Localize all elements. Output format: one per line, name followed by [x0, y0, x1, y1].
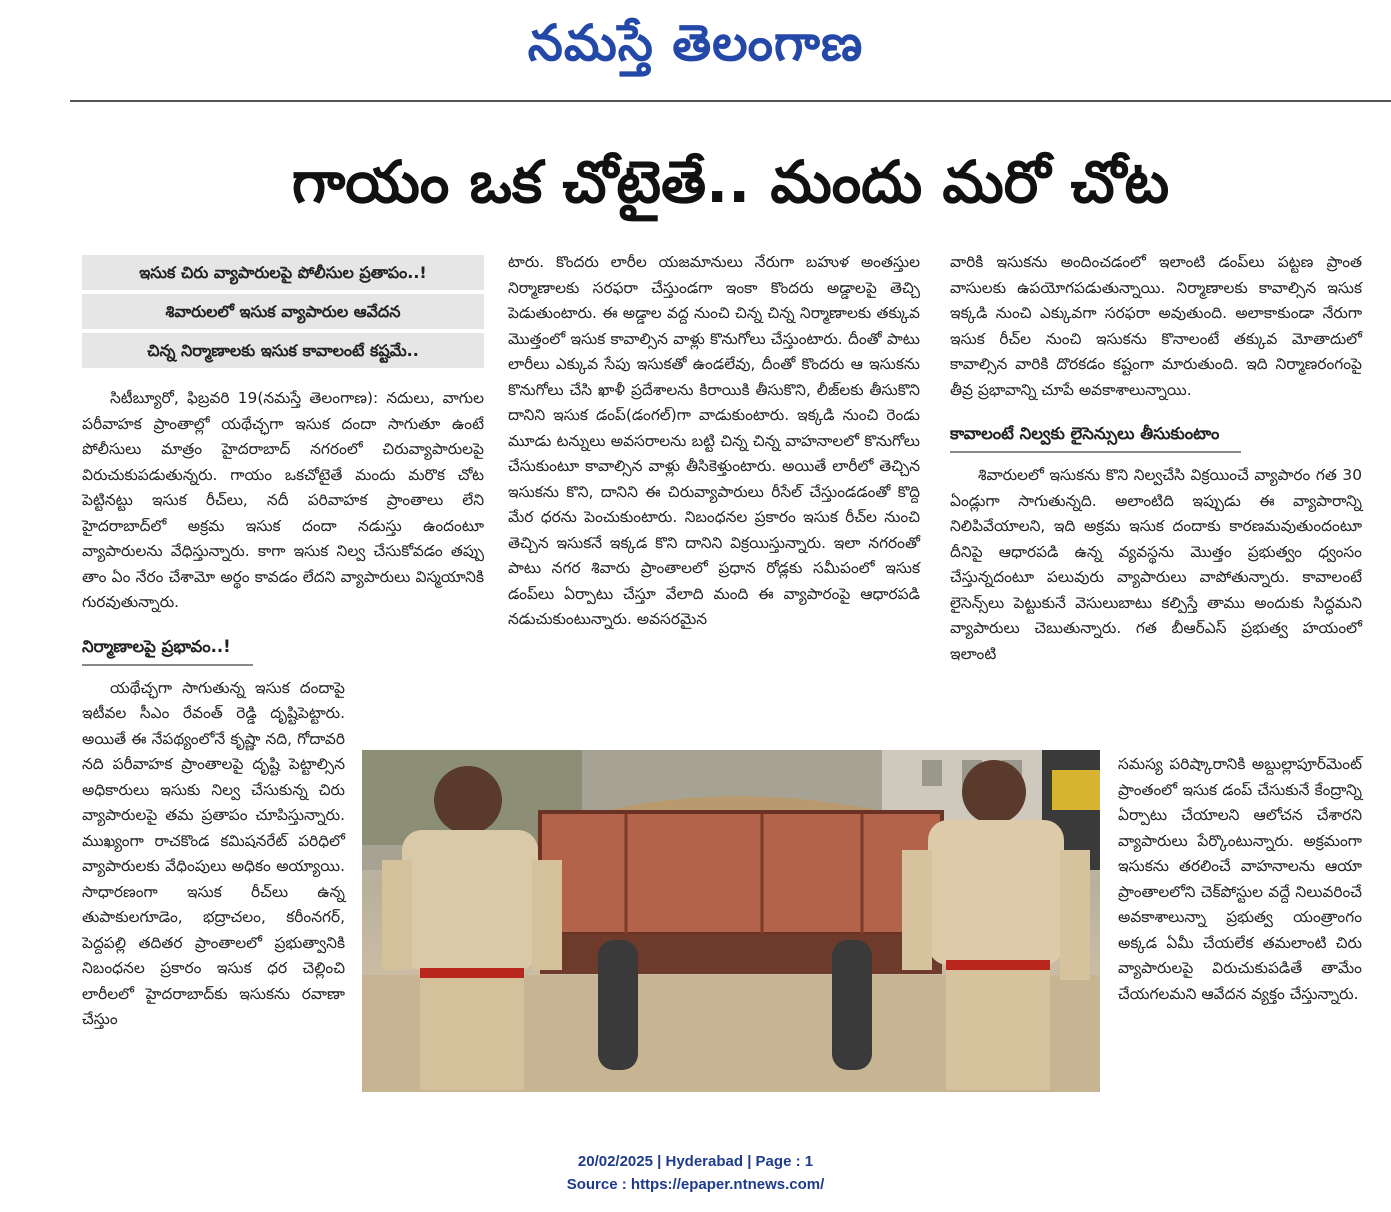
column-1-body-wrap	[82, 676, 345, 1033]
article-deck	[82, 255, 484, 368]
article-lead-paragraph: సిటీబ్యూరో, ఫిబ్రవరి 19(నమస్తే తెలంగాణ): నదులు, వాగుల పరీవాహక ప్రాంతాల్లో యథేచ్ఛగా ఇసుక దందా సాగుతూ ఉంటే పోలీసులు మాత్రం హైదరాబాద్ నగరంలో చిరువ్యాపారులపై విరుచుకుపడుతున్నరు. గాయం ఒకచోటైతే మందు మరొక చోట పెట్టినట్టు ఇసుక రీచ్‌లు, నదీ పరివాహక ప్రాంతాలు లేని హైదరాబాద్‌లో అక్రమ ఇసుక దందా నడుస్తు ఉందంటూ వ్యాపారులను వేధిస్తున్నారు. కాగా ఇసుక నిల్వ చేసుకోవడం తప్పు తాం ఏం నేరం చేశామో అర్థం కావడం లేదని వ్యాపారులు విస్మయానికి గురవుతున్నారు.	[82, 389, 484, 611]
column-3-body-paragraph: వారికి ఇసుకను అందించడంలో ఇలాంటి డంప్‌లు పట్టణ ప్రాంత వాసులకు ఉపయోగపడుతున్నాయి. నిర్మాణాలకు కావాల్సిన ఇసుక ఇక్కడి నుంచి ఎక్కువగా సరఫరా అవుతుంది. అలాకాకుండా నేరుగా ఇసుక రీచ్‌ల నుంచి ఇసుకను కొనాలంటే తక్కువ మోతాదులో కావాల్సిన వారికి దొరకడం కష్టంగా మారుతుంది. ఇది నిర్మాణరంగంపై తీవ్ర ప్రభావాన్ని చూపే అవకాశాలున్నాయి.	[950, 253, 1362, 399]
column-1-body-paragraph: యథేచ్ఛగా సాగుతున్న ఇసుక దందాపై ఇటీవల సీఎం రేవంత్ రెడ్డి దృష్టిపెట్టారు. అయితే ఈ నేపథ్యంలోనే కృష్ణా నది, గోదావరి నది పరీవాహక ప్రాంతాలపై దృష్టి పెట్టాల్సిన అధికారులు ఇసుకు నిల్వ చేసుకున్న చిరు వ్యాపారులపై తమ ప్రతాపం చూపిస్తున్నారు. ముఖ్యంగా రాచకొండ కమిషనరేట్ పరిధిలో వ్యాపారులకు వేధింపులు అధికం అయ్యాయి. సాధారణంగా ఇసుక రీచ్‌లు ఉన్న తుపాకులగూడెం, భద్రాచలం, కరీంనగర్, పెద్దపల్లి తదితర ప్రాంతాలలో ప్రభుత్వానికి నిబంధనల ప్రకారం ఇసుక ధర చెల్లించి లారీలలో హైదరాబాద్‌కు ఇసుకను రవాణా చేస్తుం	[82, 678, 345, 1028]
section-subhead-licenses: కావాలంటే నిల్వకు లైసెన్సులు తీసుకుంటాం	[950, 417, 1241, 453]
article-headline: గాయం ఒక చోటైతే.. మందు మరో చోట	[291, 148, 1170, 216]
footer-date-edition-page: 20/02/2025 | Hyderabad | Page : 1	[577, 1153, 814, 1170]
deck-line-1: ఇసుక చిరు వ్యాపారులపై పోలీసుల ప్రతాపం..!	[82, 255, 484, 290]
photo-illustration	[362, 750, 1100, 1092]
masthead-rule	[70, 100, 1391, 102]
column-3-body-paragraph-3: సమస్య పరిష్కారానికి అబ్దుల్లాపూర్‌మెంట్ ప్రాంతంలో ఇసుక డంప్ చేసుకునే కేంద్రాన్ని ఏర్పాటు చేయాలని ఆలోచన చేశారని వ్యాపారులు పేర్కొంటున్నారు. అక్రమంగా ఇసుకను తరలించే వాహనాలను ఆయా ప్రాంతాలలోని చెక్‌పోస్టుల వద్దే నిలువరించే అవకాశాలున్నా ప్రభుత్వ యంత్రాంగం అక్కడ ఏమీ చేయలేక తమలాంటి చిరు వ్యాపారులపై విరుచుకుపడితే తామేం చేయగలమని ఆవేదన వ్యక్తం చేస్తున్నారు.	[1118, 755, 1362, 1003]
page-footer	[0, 1150, 1391, 1196]
footer-source-link[interactable]: Source : https://epaper.ntnews.com/	[566, 1176, 825, 1193]
deck-line-2: శివారులలో ఇసుక వ్యాపారుల ఆవేదన	[82, 294, 484, 329]
column-3-body-paragraph-2: శివారులలో ఇసుకను కొని నిల్వచేసి విక్రయించే వ్యాపారం గత 30 ఏండ్లుగా సాగుతున్నది. అలాంటిది ఇప్పుడు ఈ వ్యాపారాన్ని నిలిపివేయాలని, ఇది అక్రమ ఇసుక దందాకు కారణమవుతుందంటూ దీనిపై ఆధారపడి ఉన్న వ్యవస్థను మొత్తం ప్రభుత్వం ధ్వంసం చేస్తున్నదంటూ పలువురు వ్యాపారులు వాపోతున్నారు. కావాలంటే లైసెన్స్‌లు పెట్టుకునే వెసులుబాటు కల్పిస్తే తాము అందుకు సిద్ధమని వ్యాపారులు చెబుతున్నారు. గత బీఆర్ఎస్ ప్రభుత్వ హయంలో ఇలాంటి	[950, 466, 1362, 663]
article-column-3-top	[950, 250, 1362, 740]
article-column-2	[508, 250, 920, 740]
newspaper-masthead: నమస్తే తెలంగాణ	[527, 14, 864, 72]
news-photo-police-sand-trailer	[362, 750, 1100, 1092]
deck-line-3: చిన్న నిర్మాణాలకు ఇసుక కావాలంటే కష్టమే..	[82, 333, 484, 368]
section-subhead-construction-impact: నిర్మాణాలపై ప్రభావం..!	[82, 630, 253, 666]
column-2-body-paragraph: టారు. కొందరు లారీల యజమానులు నేరుగా బహుళ అంతస్తుల నిర్మాణాలకు సరఫరా చేస్తుండగా ఇంకా కొందరు అడ్డాలపై తెచ్చి పెడుతుంటారు. ఈ అడ్డాల వద్ద నుంచి చిన్న చిన్న నిర్మాణాలకు తక్కువ మొత్తంలో ఇసుక కావాల్సిన వాళ్లు కొనుగోలు చేస్తుంటారు. దీంతో పాటు లారీలు ఎక్కువ సేపు ఇసుకతో ఉండలేవు, దీంతో కొందరు ఆ ఇసుకను కొనుగోలు చేసి ఖాళీ ప్రదేశాలను కిరాయికి తీసుకొని, లీజ్‌లకు తీసుకొని దానిని ఇసుక డంప్(డంగల్)గా వాడుకుంటారు. ఇక్కడి నుంచి రెండు మూడు టన్నులు అవసరాలను బట్టి చిన్న చిన్న వాహనాలలో కొనుగోలు చేసుకుంటూ కావాల్సిన వాళ్లు తీసికెళ్తుంటారు. అయితే లారీలో తెచ్చిన ఇసుకను కొని, దానిని ఈ చిరువ్యాపారులు రీసేల్ చేస్తుండడంతో కొద్ది మేర ధరను పెంచుకుంటారు. నిబంధనల ప్రకారం ఇసుక రీచ్‌ల నుంచి తెచ్చిన ఇసుకనే ఇక్కడ కొని దానిని విక్రయిస్తున్నారు. ఇలా నగరంతో పాటు నగర శివారు ప్రాంతాలలో ప్రధాన రోడ్లకు సమీపంలో ఇసుక డంప్‌లు ఏర్పాటు చేస్తూ వేలాది మంది ఈ వ్యాపారంపై ఆధారపడి నడుచుకుంటున్నారు. అవసరమైన	[508, 253, 920, 628]
article-column-3-bottom	[1118, 752, 1362, 1082]
